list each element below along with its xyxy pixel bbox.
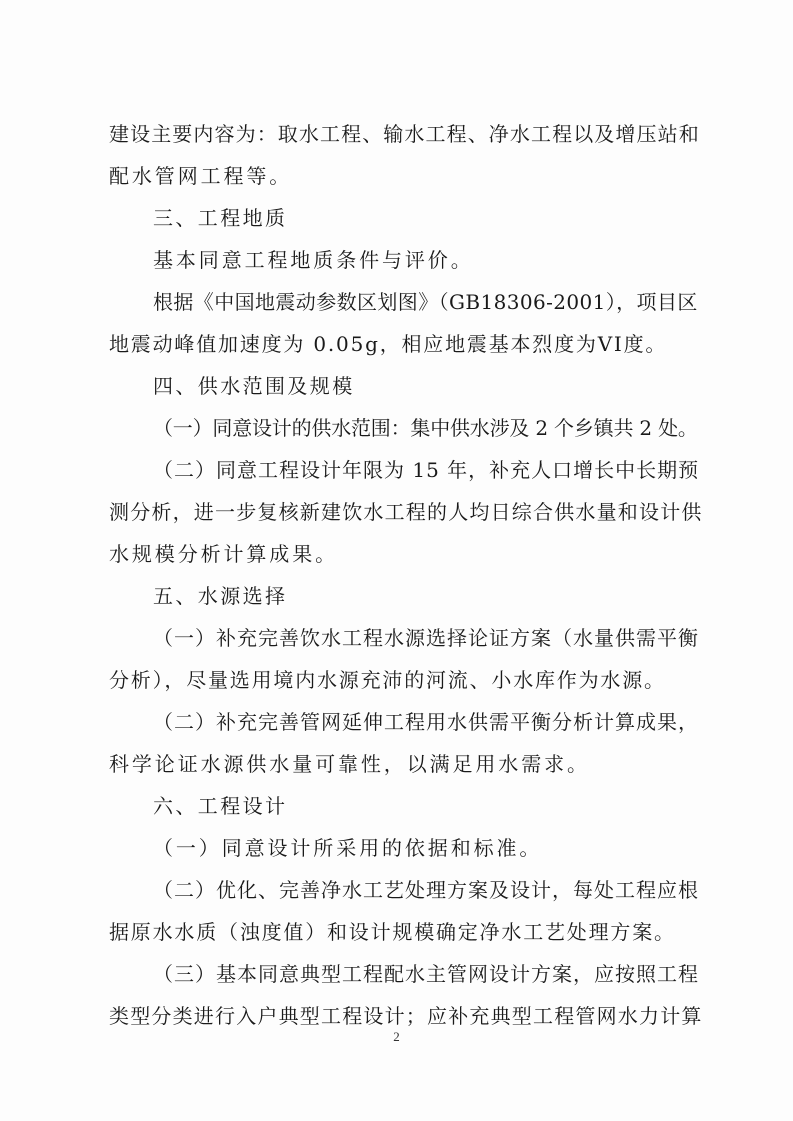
- section-heading-supply-scope: 四、供水范围及规模: [153, 374, 355, 398]
- paragraph-line: 测分析，进一步复核新建饮水工程的人均日综合供水量和设计供: [109, 500, 703, 524]
- paragraph-line: （一）补充完善饮水工程水源选择论证方案（水量供需平衡: [153, 626, 699, 650]
- section-heading-geology: 三、工程地质: [153, 206, 288, 230]
- page-number: 2: [393, 1029, 400, 1044]
- paragraph-line: 水规模分析计算成果。: [109, 542, 338, 566]
- section-heading-engineering-design: 六、工程设计: [153, 794, 288, 818]
- paragraph-line: 建设主要内容为：取水工程、输水工程、净水工程以及增压站和: [109, 122, 700, 146]
- paragraph-line: （二）补充完善管网延伸工程用水供需平衡分析计算成果，: [153, 710, 699, 734]
- paragraph-line: 分析），尽量选用境内水源充沛的河流、小水库作为水源。: [109, 668, 666, 692]
- paragraph-line: （二）优化、完善净水工艺处理方案及设计，每处工程应根: [153, 878, 699, 902]
- paragraph-line: 配水管网工程等。: [109, 164, 293, 188]
- paragraph-line: （一）同意设计所采用的依据和标准。: [153, 836, 543, 860]
- paragraph-line: 基本同意工程地质条件与评价。: [153, 248, 474, 272]
- section-heading-water-source: 五、水源选择: [153, 584, 288, 608]
- paragraph-line: 地震动峰值加速度为 0.05g，相应地震基本烈度为VI度。: [109, 332, 668, 356]
- paragraph-line: （一）同意设计的供水范围：集中供水涉及 2 个乡镇共 2 处。: [153, 416, 698, 440]
- paragraph-line: 类型分类进行入户典型工程设计；应补充典型工程管网水力计算: [109, 1004, 703, 1028]
- paragraph-line: 根据《中国地震动参数区划图》（GB18306-2001），项目区: [153, 290, 698, 314]
- document-body: [109, 122, 703, 1046]
- paragraph-line: （二）同意工程设计年限为 15 年，补充人口增长中长期预: [153, 458, 700, 482]
- paragraph-line: 科学论证水源供水量可靠性，以满足用水需求。: [109, 752, 590, 776]
- paragraph-line: （三）基本同意典型工程配水主管网设计方案，应按照工程: [153, 962, 699, 986]
- paragraph-line: 据原水水质（浊度值）和设计规模确定净水工艺处理方案。: [109, 920, 676, 944]
